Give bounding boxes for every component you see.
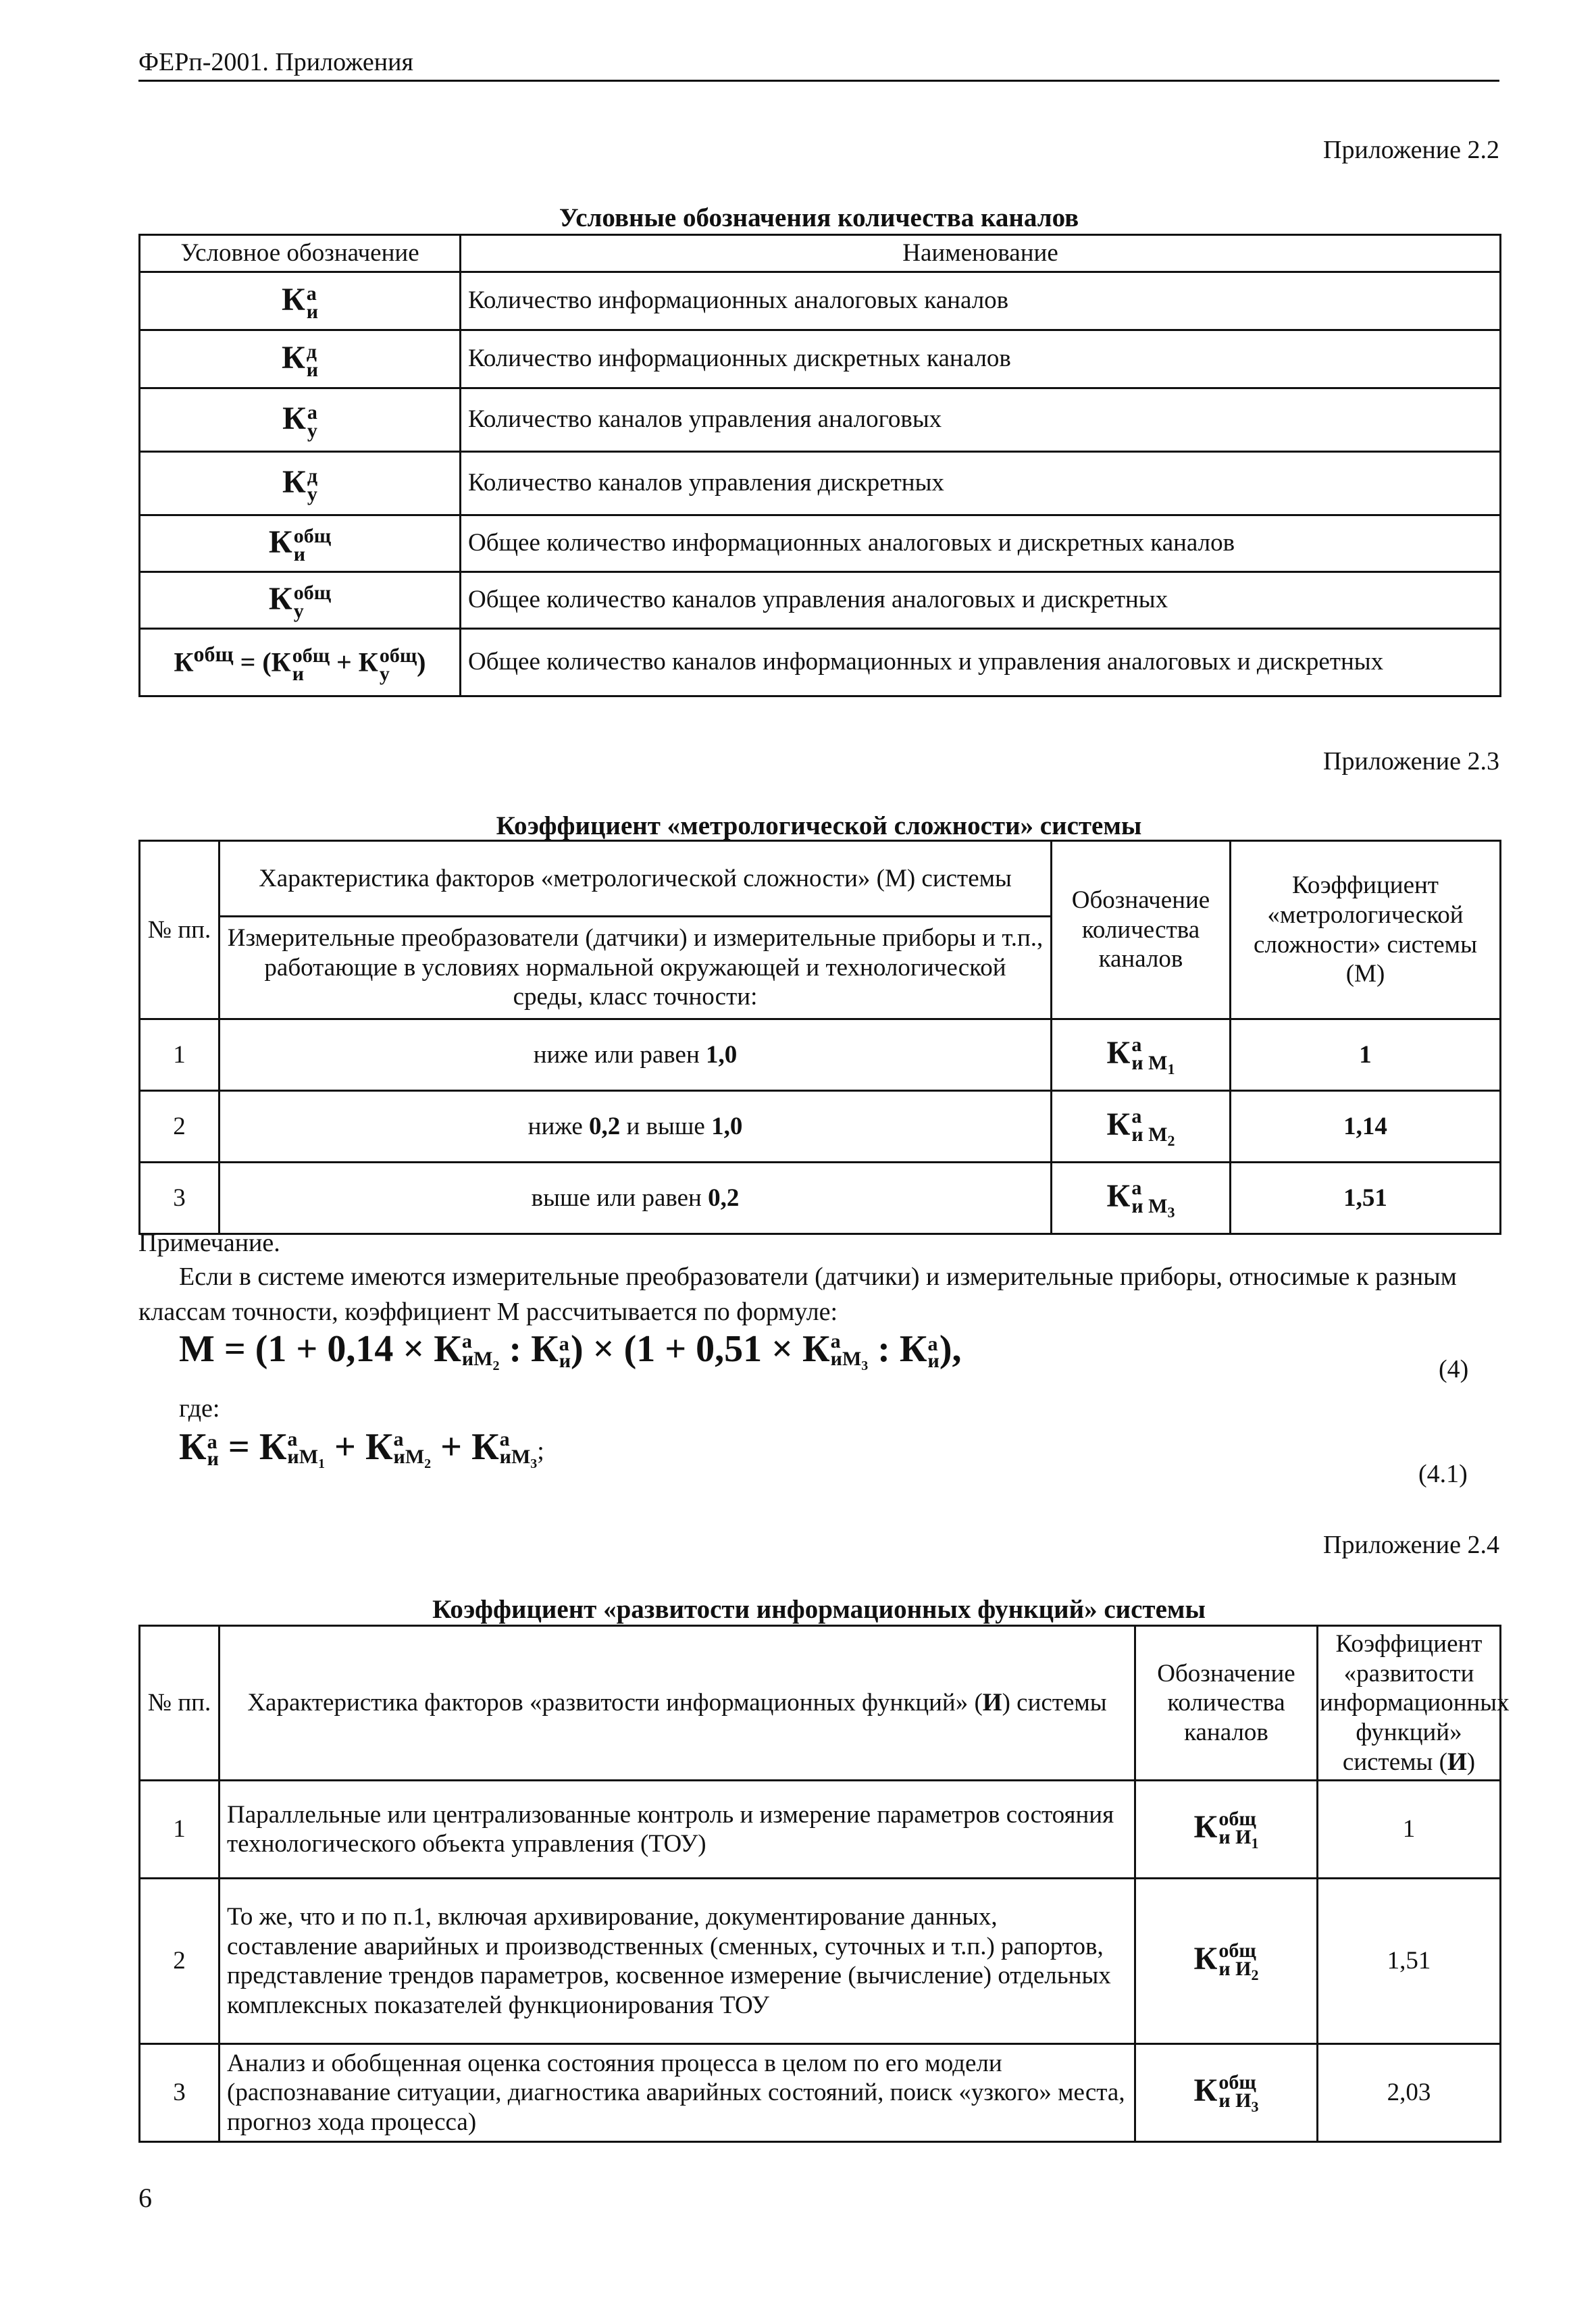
formula-number: (4) bbox=[1439, 1355, 1469, 1383]
symbol-k-im3: К а и $М_3$ bbox=[1052, 1163, 1231, 1234]
symbol-k-u-a: К а у bbox=[140, 388, 461, 451]
coefficient-value: 1,51 bbox=[1231, 1163, 1501, 1234]
appendix-2-2-label: Приложение 2.2 bbox=[1323, 136, 1499, 164]
formula-k-sum: К а и = К а $иМ_1$ + К а $иМ_2$ + К а $иМ_3$ ; bbox=[179, 1426, 544, 1471]
symbol-k-u-total: К общ у bbox=[140, 571, 461, 628]
note-text: Если в системе имеются измерительные преобразователи (датчики) и измерительные приборы, относимые к разным классам точности, коэффициент М рассчитывается по формуле: bbox=[138, 1263, 1457, 1326]
col-header-characteristic: Характеристика факторов «развитости информационных функций» (И) системы bbox=[220, 1626, 1135, 1781]
symbol-k-u-d: К д у bbox=[140, 451, 461, 515]
appendix-2-3-label: Приложение 2.3 bbox=[1323, 747, 1499, 776]
symbol-k-i-total: К общ и bbox=[140, 515, 461, 571]
metrology-table bbox=[138, 840, 1501, 1235]
table-row bbox=[140, 1879, 1501, 2044]
appendix-2-4-label: Приложение 2.4 bbox=[1323, 1531, 1499, 1559]
coefficient-value: 1 bbox=[1231, 1019, 1501, 1091]
symbol-k-im2: К а и $М_2$ bbox=[1052, 1091, 1231, 1163]
table-row bbox=[140, 1019, 1501, 1091]
where-label: где: bbox=[179, 1394, 220, 1423]
table-row bbox=[140, 330, 1501, 388]
col-header-coefficient: Коэффициент «метрологической сложности» системы (М) bbox=[1231, 841, 1501, 1019]
row-number: 3 bbox=[140, 2044, 220, 2142]
col-header-no: № пп. bbox=[140, 1626, 220, 1781]
table-row bbox=[140, 388, 1501, 451]
col-header-symbol: Обозначение количества каналов bbox=[1052, 841, 1231, 1019]
row-name: Общее количество информационных аналоговых и дискретных каналов bbox=[461, 515, 1501, 571]
row-characteristic: То же, что и по п.1, включая архивирование, документирование данных, составление аварийных и производственных (сменных, суточных и т.п.) рапортов, представление трендов параметров, косвенное измерение (вычисление) отдельных комплексных показателей функционирования ТОУ bbox=[220, 1879, 1135, 2044]
symbol-k-ii3: К общ и $И_3$ bbox=[1135, 2044, 1318, 2142]
symbol-k-ii1: К общ и $И_1$ bbox=[1135, 1781, 1318, 1879]
table-row bbox=[140, 1091, 1501, 1163]
col-header-name: Наименование bbox=[461, 235, 1501, 272]
row-name: Количество информационных аналоговых каналов bbox=[461, 272, 1501, 330]
row-number: 1 bbox=[140, 1019, 220, 1091]
row-number: 1 bbox=[140, 1781, 220, 1879]
col-header-no: № пп. bbox=[140, 841, 220, 1019]
symbols-table bbox=[138, 234, 1501, 697]
row-name: Общее количество каналов управления аналоговых и дискретных bbox=[461, 571, 1501, 628]
accuracy-range: ниже 0,2 и выше 1,0 bbox=[220, 1091, 1052, 1163]
accuracy-range: ниже или равен 1,0 bbox=[220, 1019, 1052, 1091]
appendix-2-4-caption: Коэффициент «развитости информационных функций» системы bbox=[432, 1595, 1206, 1624]
col-header-characteristic: Характеристика факторов «метрологической сложности» (М) системы bbox=[220, 841, 1052, 917]
symbol-k-i-a: К а и bbox=[140, 272, 461, 330]
table-row bbox=[140, 1163, 1501, 1234]
row-name: Количество информационных дискретных каналов bbox=[461, 330, 1501, 388]
col-header-symbol: Обозначение количества каналов bbox=[1135, 1626, 1318, 1781]
table-row bbox=[140, 628, 1501, 696]
running-header: ФЕРп-2001. Приложения bbox=[138, 48, 413, 76]
row-characteristic: Анализ и обобщенная оценка состояния процесса в целом по его модели (распознавание ситуации, диагностика аварийных состояний, поиск «узкого» места, прогноз хода процесса) bbox=[220, 2044, 1135, 2142]
note-title: Примечание. bbox=[138, 1229, 280, 1257]
header-rule bbox=[138, 80, 1499, 82]
row-number: 2 bbox=[140, 1091, 220, 1163]
coefficient-value: 1,51 bbox=[1318, 1879, 1501, 2044]
row-name: Общее количество каналов информационных и управления аналоговых и дискретных bbox=[461, 628, 1501, 696]
symbol-k-total-formula: $К^{общ} = (К$ общ и + К общ у ) bbox=[140, 628, 461, 696]
table-row bbox=[140, 1781, 1501, 1879]
row-characteristic: Параллельные или централизованные контроль и измерение параметров состояния технологического объекта управления (ТОУ) bbox=[220, 1781, 1135, 1879]
table-row bbox=[140, 571, 1501, 628]
table-row bbox=[140, 515, 1501, 571]
coefficient-value: 1,14 bbox=[1231, 1091, 1501, 1163]
row-number: 2 bbox=[140, 1879, 220, 2044]
info-functions-table bbox=[138, 1625, 1510, 2143]
formula-m: М = (1 + 0,14 × К а $иМ_2$ : К а и ) × (1 + 0,51 × К а $иМ_3$ : К а и ), bbox=[179, 1328, 962, 1373]
appendix-2-2-caption: Условные обозначения количества каналов bbox=[559, 203, 1079, 232]
row-number: 3 bbox=[140, 1163, 220, 1234]
symbol-k-i-d: К д и bbox=[140, 330, 461, 388]
col-subheader-conditions: Измерительные преобразователи (датчики) и измерительные приборы и т.п., работающие в условиях нормальной окружающей и технологической среды, класс точности: bbox=[220, 917, 1052, 1019]
symbol-k-ii2: К общ и $И_2$ bbox=[1135, 1879, 1318, 2044]
row-name: Количество каналов управления аналоговых bbox=[461, 388, 1501, 451]
table-row bbox=[140, 451, 1501, 515]
coefficient-value: 1 bbox=[1318, 1781, 1501, 1879]
accuracy-range: выше или равен 0,2 bbox=[220, 1163, 1052, 1234]
table-row bbox=[140, 2044, 1501, 2142]
page-number: 6 bbox=[138, 2183, 152, 2213]
appendix-2-3-caption: Коэффициент «метрологической сложности» системы bbox=[496, 811, 1142, 840]
row-name: Количество каналов управления дискретных bbox=[461, 451, 1501, 515]
formula-number: (4.1) bbox=[1418, 1460, 1468, 1488]
col-header-symbol: Условное обозначение bbox=[140, 235, 461, 272]
symbol-k-im1: К а и $М_1$ bbox=[1052, 1019, 1231, 1091]
col-header-coefficient: Коэффициент «развитости информационных функций» системы (И) bbox=[1318, 1626, 1501, 1781]
table-row bbox=[140, 272, 1501, 330]
coefficient-value: 2,03 bbox=[1318, 2044, 1501, 2142]
